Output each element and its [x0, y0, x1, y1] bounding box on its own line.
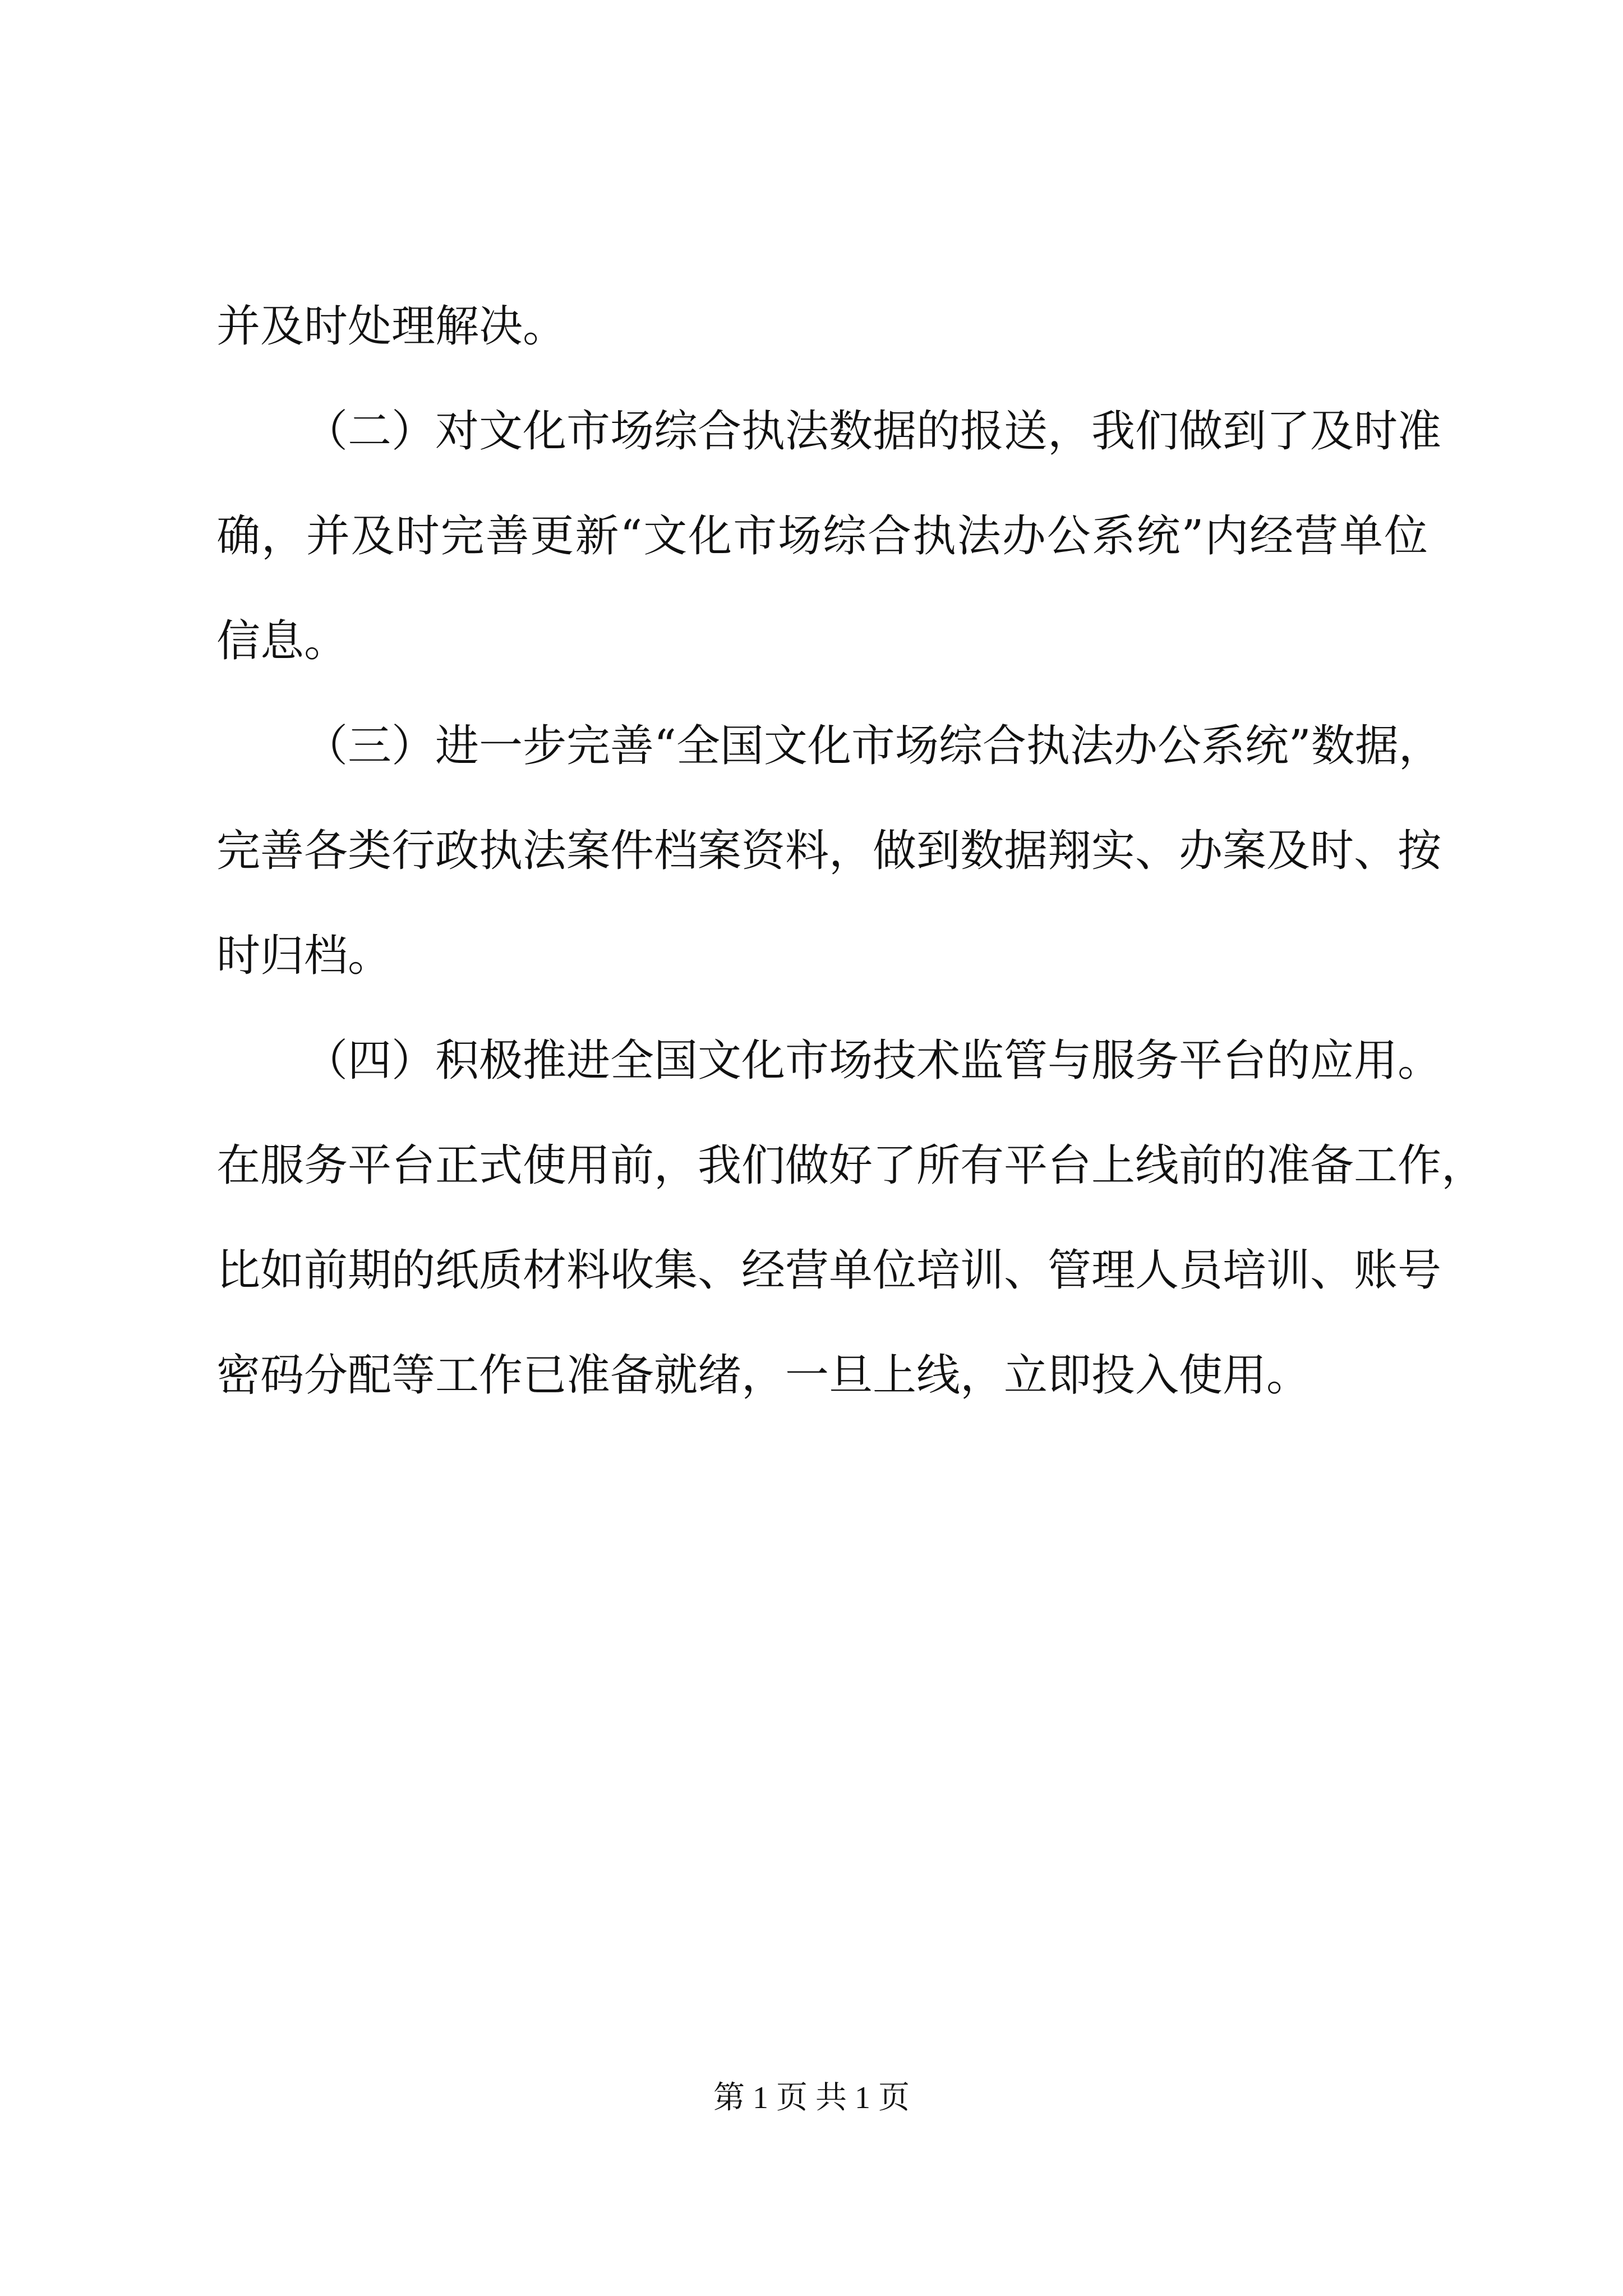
text-line-3: 确，并及时完善更新“文化市场综合执法办公系统”内经营单位: [216, 511, 1428, 562]
text-line-9: 在服务平台正式使用前，我们做好了所有平台上线前的准备工作，: [216, 1140, 1486, 1191]
document-body: [216, 297, 1486, 1451]
page-number-footer: 第 1 页 共 1 页: [713, 2081, 910, 2115]
text-line-11: 密码分配等工作已准备就绪，一旦上线，立即投入使用。: [216, 1350, 1311, 1401]
text-line-1: 并及时处理解决。: [216, 301, 567, 352]
text-line-6: 完善各类行政执法案件档案资料，做到数据翔实、办案及时、按: [216, 826, 1442, 876]
text-line-2: （二）对文化市场综合执法数据的报送，我们做到了及时准: [304, 406, 1442, 457]
text-line-7: 时归档。: [216, 931, 392, 981]
text-line-5: （三）进一步完善“全国文化市场综合执法办公系统”数据，: [304, 721, 1442, 771]
text-line-8: （四）积极推进全国文化市场技术监管与服务平台的应用。: [304, 1036, 1442, 1086]
text-line-4: 信息。: [216, 616, 348, 666]
text-line-10: 比如前期的纸质材料收集、经营单位培训、管理人员培训、账号: [216, 1245, 1442, 1296]
